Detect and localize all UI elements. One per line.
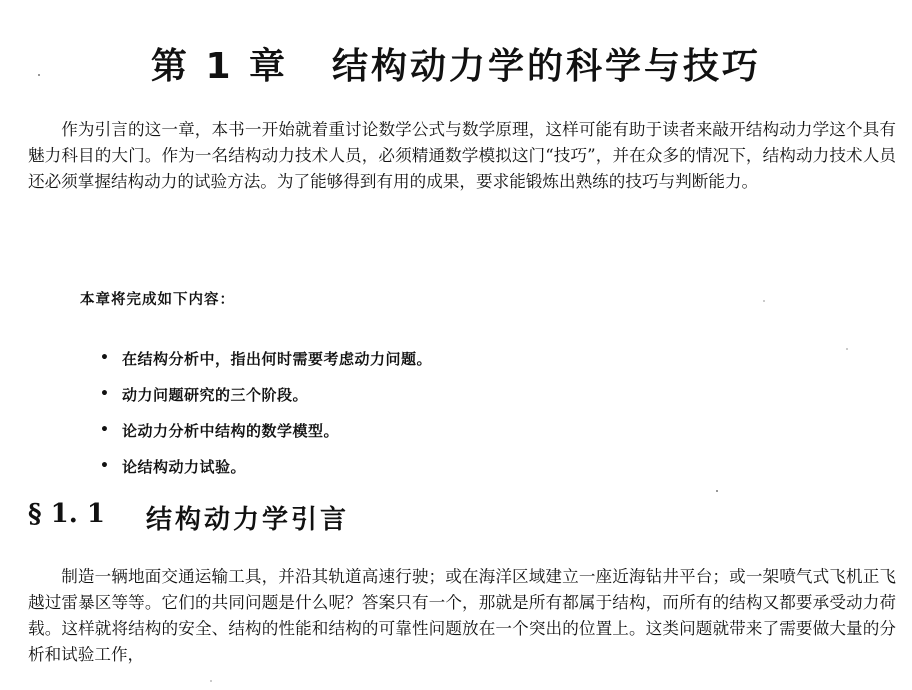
chapter-contents-list	[100, 340, 432, 484]
list-item-text: 在结构分析中，指出何时需要考虑动力问题。	[122, 349, 433, 368]
section-title: 结构动力学引言	[146, 505, 350, 535]
scan-speck	[38, 74, 40, 76]
scan-speck	[846, 348, 848, 350]
list-item	[100, 340, 432, 376]
bullet-icon: •	[100, 458, 110, 474]
bullet-icon: •	[100, 350, 110, 366]
list-item-text: 论结构动力试验。	[122, 457, 247, 476]
list-item	[100, 448, 432, 484]
chapter-contents-lead: 本章将完成如下内容：	[80, 292, 235, 308]
scan-speck	[716, 490, 718, 492]
intro-paragraph: 作为引言的这一章，本书一开始就着重讨论数学公式与数学原理，这样可能有助于读者来敲开结构动力学这个具有魅力科目的大门。作为一名结构动力技术人员，必须精通数学模拟这门“技巧”，并在众多的情况下，结构动力技术人员还必须掌握结构动力的试验方法。为了能够得到有用的成果，要求能锻炼出熟练的技巧与判断能力。	[28, 120, 896, 191]
section-paragraph: 制造一辆地面交通运输工具，并沿其轨道高速行驶；或在海洋区域建立一座近海钻井平台；或一架喷气式飞机正飞越过雷暴区等等。它们的共同问题是什么呢？答案只有一个，那就是所有都属于结构，而所有的结构又都要承受动力荷载。这样就将结构的安全、结构的性能和结构的可靠性问题放在一个突出的位置上。这类问题就带来了需要做大量的分析和试验工作，	[28, 567, 896, 664]
section-heading	[28, 499, 349, 536]
scan-speck	[763, 300, 765, 302]
section-number: § 1. 1	[28, 499, 105, 529]
bullet-icon: •	[100, 422, 110, 438]
list-item	[100, 376, 432, 412]
bullet-icon: •	[100, 386, 110, 402]
chapter-number: 第 1 章	[150, 46, 289, 88]
list-item	[100, 412, 432, 448]
chapter-title: 结构动力学的科学与技巧	[332, 46, 762, 88]
chapter-heading	[0, 38, 912, 89]
scan-speck	[210, 680, 212, 682]
list-item-text: 论动力分析中结构的数学模型。	[122, 421, 340, 440]
list-item-text: 动力问题研究的三个阶段。	[122, 385, 309, 404]
